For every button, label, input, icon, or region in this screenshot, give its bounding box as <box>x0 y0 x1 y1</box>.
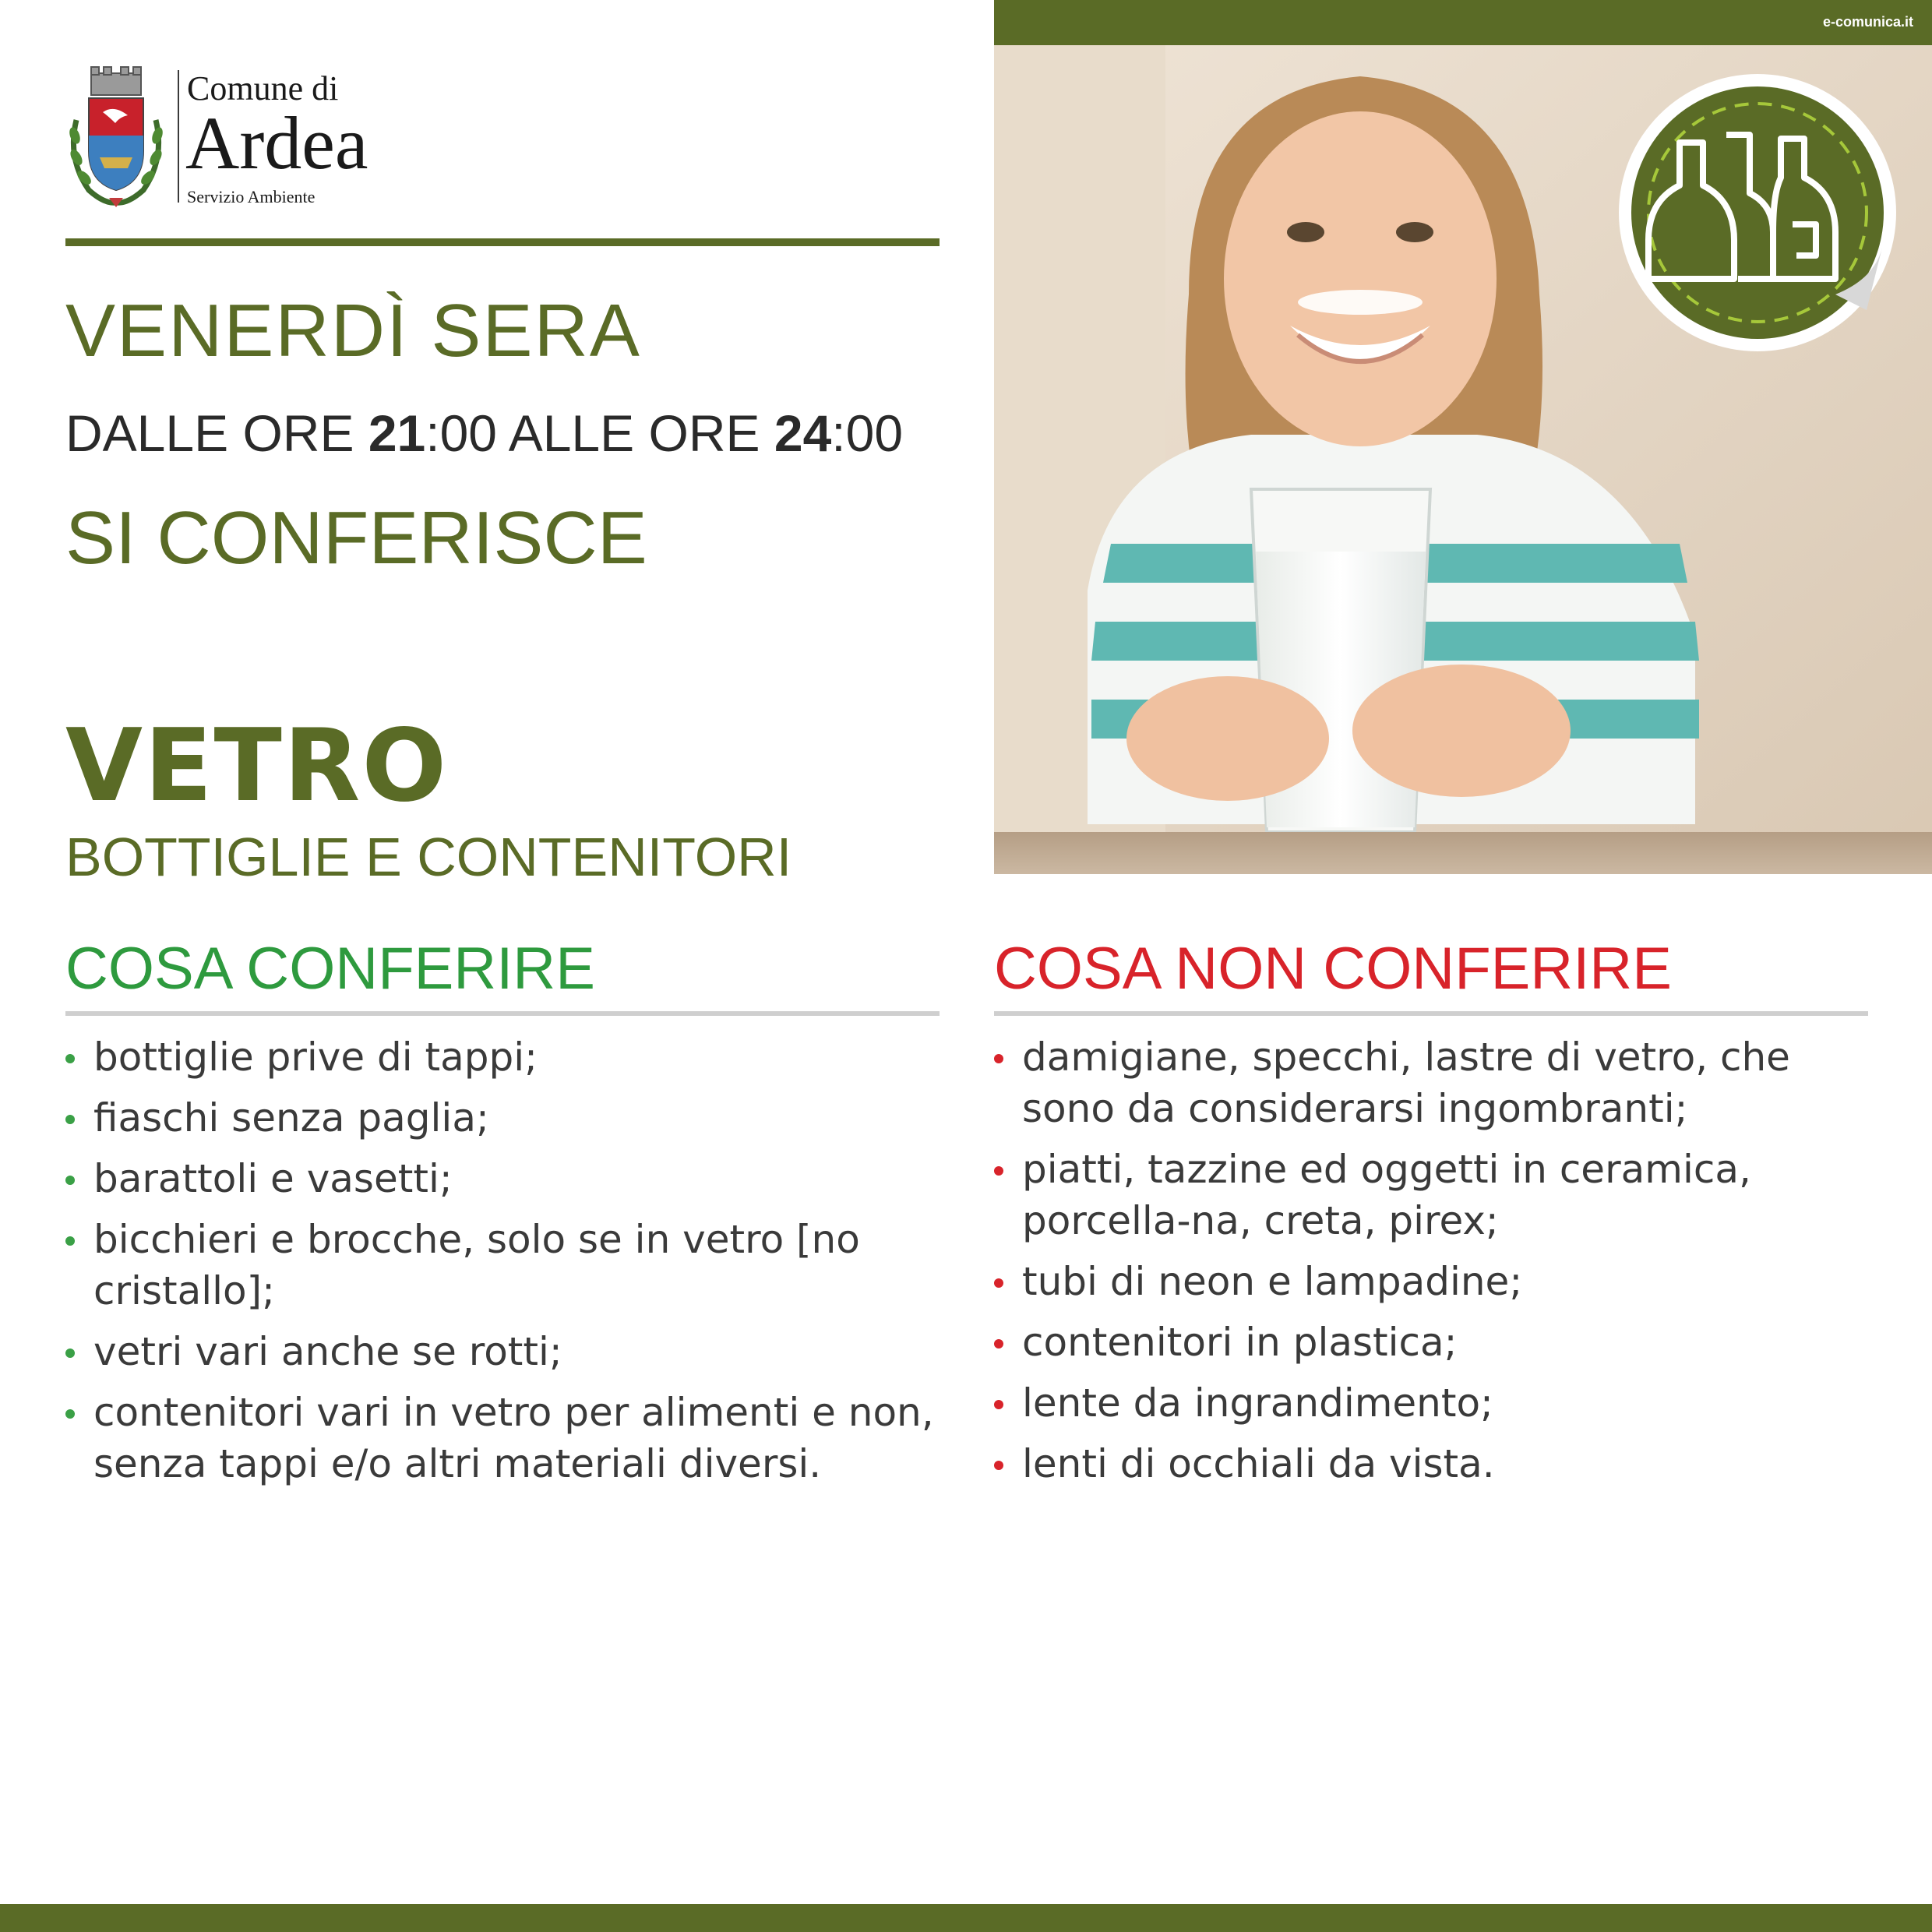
list-item: fiaschi senza paglia; <box>65 1092 938 1144</box>
dont-rule <box>994 1011 1868 1016</box>
do-rule <box>65 1011 940 1016</box>
logo-town-name: Ardea <box>185 101 368 185</box>
list-item: contenitori in plastica; <box>994 1317 1874 1368</box>
list-item: lenti di occhiali da vista. <box>994 1438 1874 1490</box>
girl-with-milk-photo <box>994 45 1932 874</box>
list-item: bicchieri e brocche, solo se in vetro [no cristallo]; <box>65 1214 938 1317</box>
hours-from-rest: :00 ALLE ORE <box>425 404 760 462</box>
site-credit: e-comunica.it <box>1822 14 1913 30</box>
list-item: lente da ingrandimento; <box>994 1377 1874 1429</box>
list-item: vetri vari anche se rotti; <box>65 1326 938 1377</box>
do-list <box>65 1031 938 1499</box>
list-item: barattoli e vasetti; <box>65 1153 938 1204</box>
collection-day <box>65 288 641 374</box>
dont-heading: COSA NON CONFERIRE <box>994 936 1672 1002</box>
list-item: bottiglie prive di tappi; <box>65 1031 938 1083</box>
collection-hours <box>65 404 903 463</box>
hours-to-rest: :00 <box>831 404 904 462</box>
top-bar <box>994 0 1932 45</box>
hours-to: 24 <box>774 404 832 462</box>
list-item: damigiane, specchi, lastre di vetro, che sono da considerarsi ingombranti; <box>994 1031 1874 1134</box>
do-heading: COSA CONFERIRE <box>65 936 595 1002</box>
coat-of-arms-icon <box>65 65 167 209</box>
day-part-label: SERA <box>431 289 641 372</box>
conferisce-label: SI CONFERISCE <box>65 496 647 580</box>
day-label: VENERDÌ <box>65 289 409 372</box>
list-item: tubi di neon e lampadine; <box>994 1256 1874 1307</box>
material-title: VETRO <box>65 708 449 824</box>
hours-prefix: DALLE ORE <box>65 404 354 462</box>
logo-comune-di: Comune di <box>187 69 339 108</box>
dont-list <box>994 1031 1874 1499</box>
bottom-bar <box>0 1904 1932 1932</box>
hours-from: 21 <box>368 404 426 462</box>
logo-service-name: Servizio Ambiente <box>187 187 316 206</box>
list-item: piatti, tazzine ed oggetti in ceramica, porcella-na, creta, pirex; <box>994 1144 1874 1246</box>
material-subtitle: BOTTIGLIE E CONTENITORI <box>65 827 792 887</box>
header-rule <box>65 238 940 246</box>
glass-bottles-icon <box>1619 74 1896 351</box>
logo-divider <box>178 70 179 203</box>
list-item: contenitori vari in vetro per alimenti e non, senza tappi e/o altri materiali diversi. <box>65 1387 938 1490</box>
